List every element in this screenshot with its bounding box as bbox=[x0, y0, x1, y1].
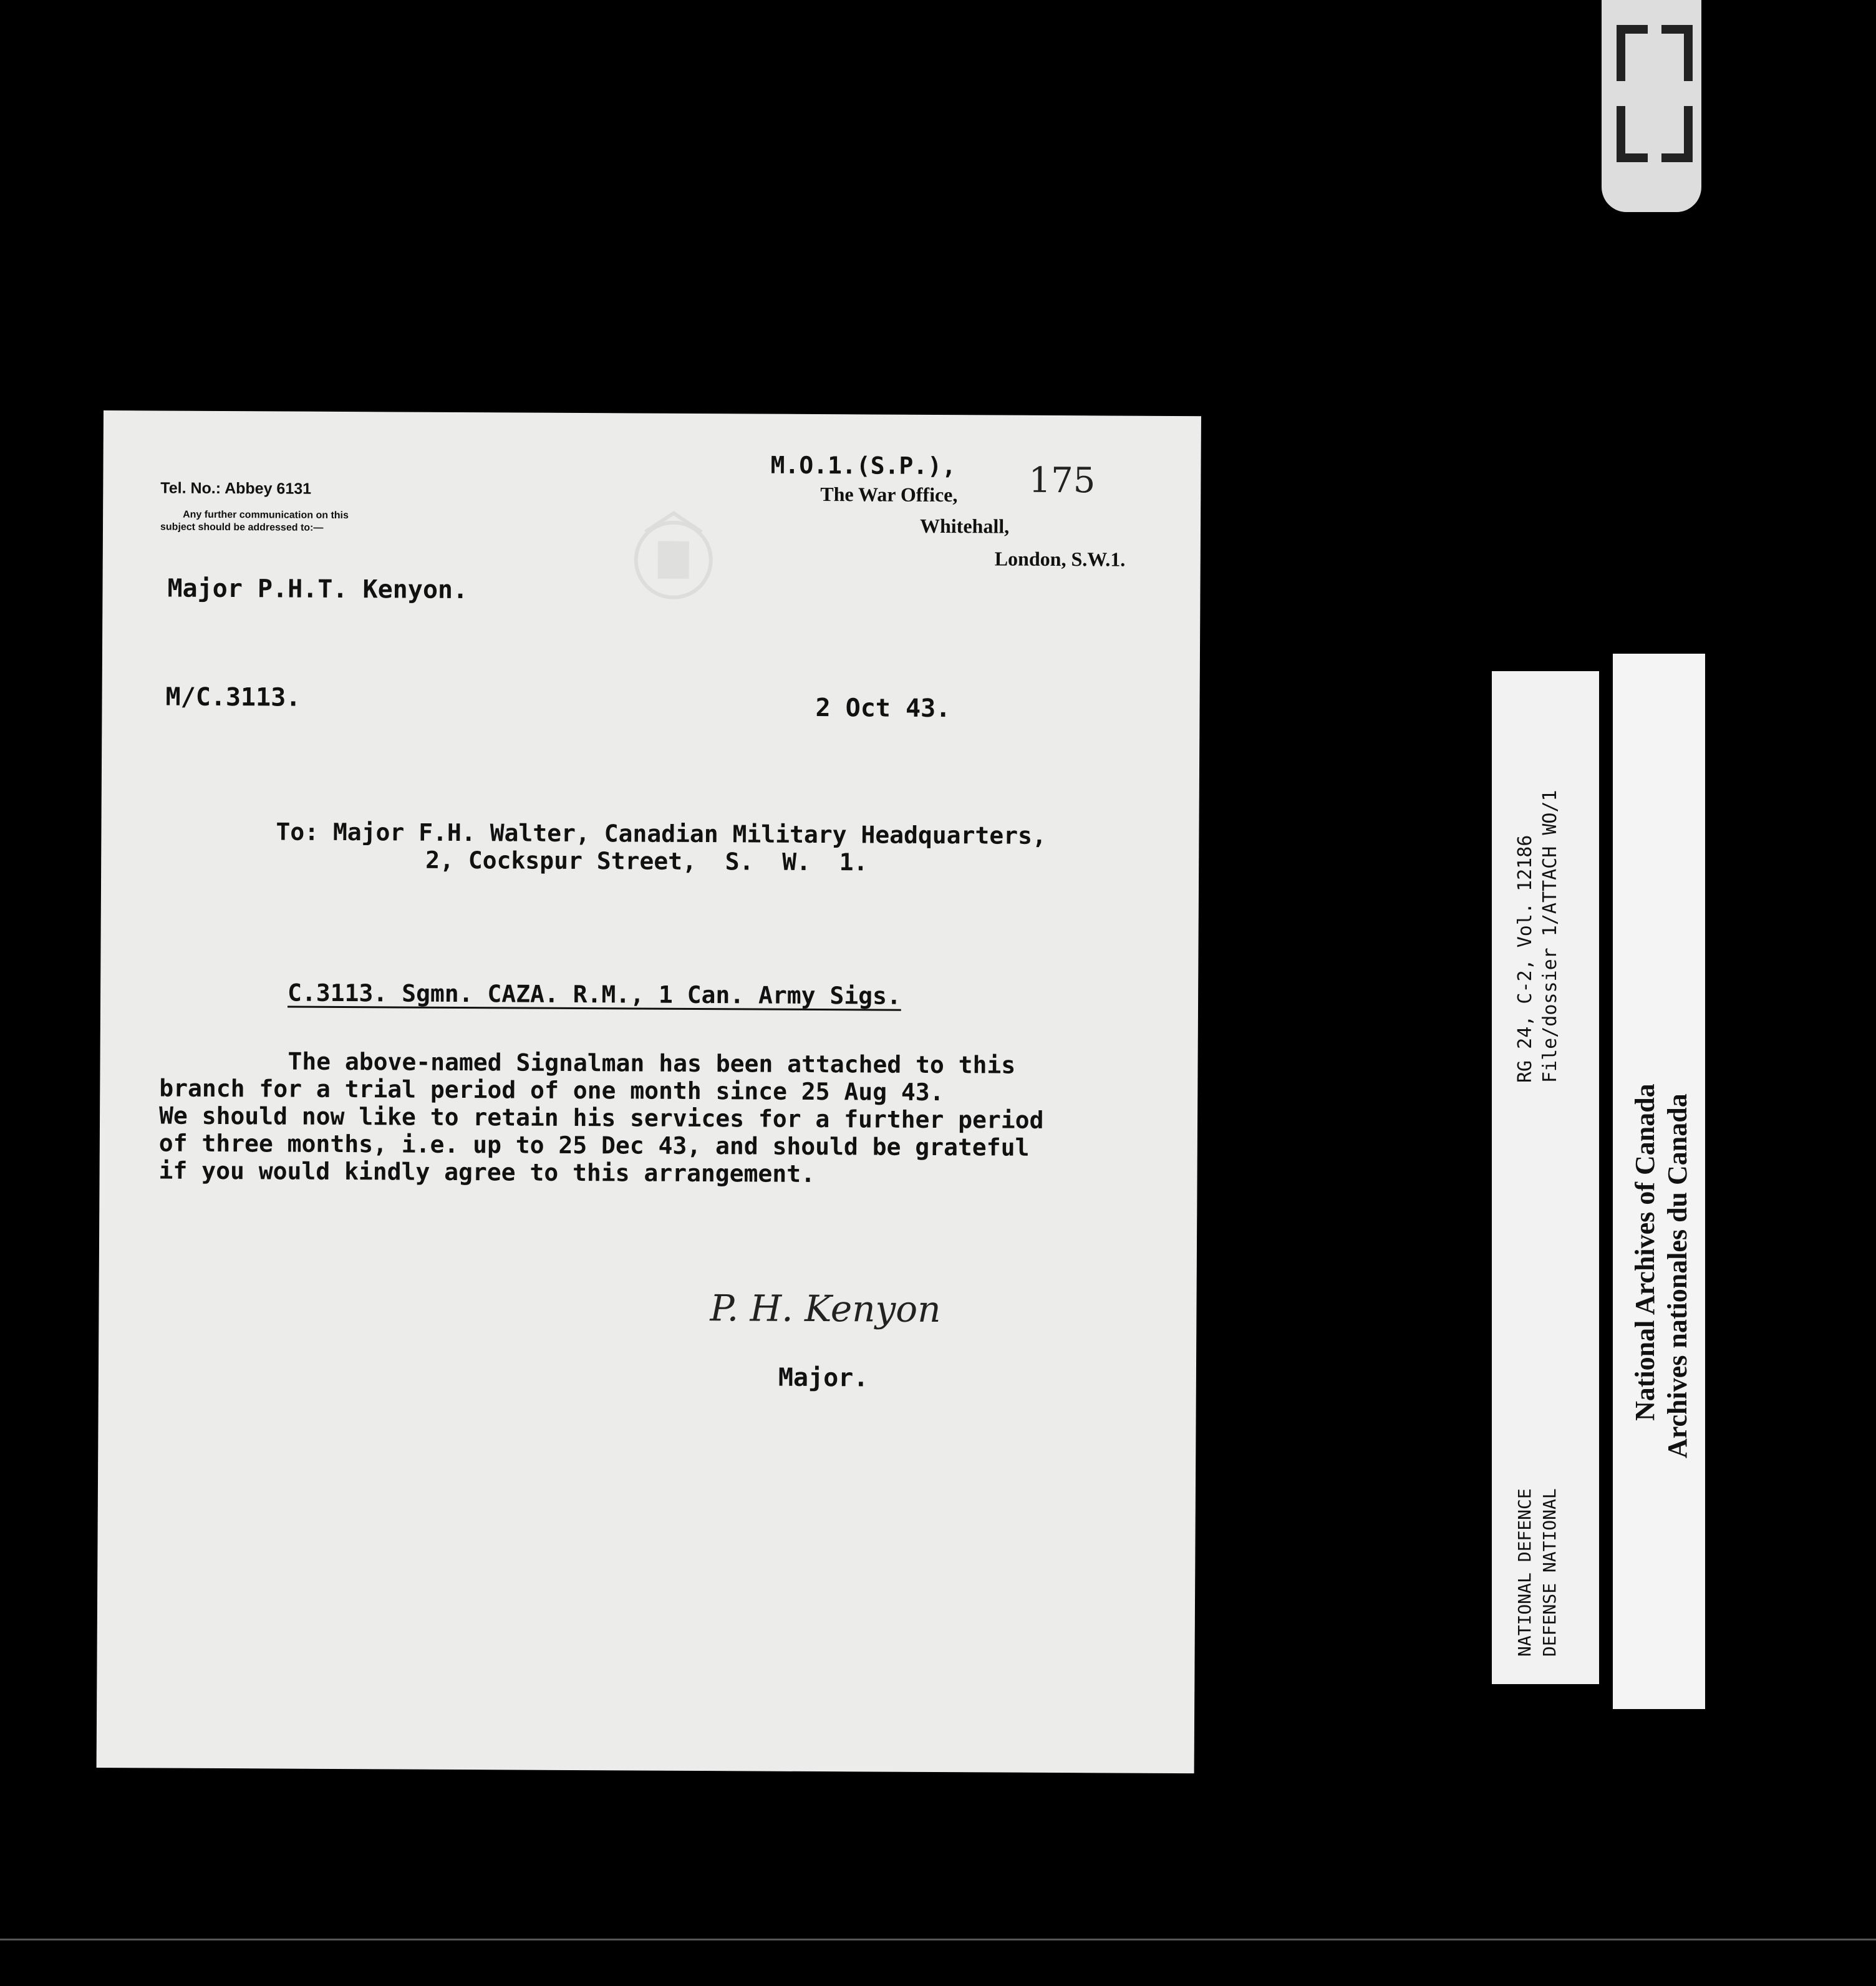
archive-reference-strip bbox=[1492, 671, 1599, 1684]
telephone-number: Tel. No.: Abbey 6131 bbox=[160, 479, 312, 498]
signatory-rank: Major. bbox=[778, 1363, 869, 1393]
archive-reference-line-2: File/dossier 1/ATTACH WO/1 bbox=[1539, 790, 1561, 1083]
body-line: if you would kindly agree to this arrangement. bbox=[158, 1156, 816, 1188]
department-label-fr: DEFENSE NATIONAL bbox=[1539, 1488, 1560, 1657]
office-name: The War Office, bbox=[820, 483, 958, 506]
recipient-line-1: To: Major F.H. Walter, Canadian Military Headquarters, bbox=[276, 818, 1047, 850]
correspondence-note-line-1: Any further communication on this bbox=[183, 509, 349, 521]
office-code: M.O.1.(S.P.), bbox=[770, 451, 957, 480]
body-line: We should now like to retain his services for a further period bbox=[158, 1102, 1044, 1134]
film-frame-marker bbox=[1602, 0, 1701, 212]
correspondence-note-line-2: subject should be addressed to:— bbox=[160, 521, 324, 533]
film-edge-line bbox=[0, 1939, 1876, 1940]
body-line: The above-named Signalman has been attached to this bbox=[159, 1047, 1016, 1079]
office-street: Whitehall, bbox=[919, 514, 1010, 538]
letter-date: 2 Oct 43. bbox=[815, 693, 951, 724]
body-line: branch for a trial period of one month since 25 Aug 43. bbox=[159, 1074, 944, 1107]
letter-page bbox=[97, 410, 1201, 1773]
archive-name-strip bbox=[1613, 654, 1705, 1709]
handwritten-signature: P. H. Kenyon bbox=[710, 1287, 941, 1331]
reference-number: M/C.3113. bbox=[165, 682, 301, 712]
royal-crest-watermark bbox=[626, 506, 720, 613]
recipient-line-2: 2, Cockspur Street, S. W. 1. bbox=[425, 846, 868, 876]
archive-name-en: National Archives of Canada bbox=[1630, 1083, 1660, 1421]
archive-reference-line-1: RG 24, C-2, Vol. 12186 bbox=[1514, 835, 1536, 1083]
office-city: London, S.W.1. bbox=[994, 547, 1126, 571]
department-label-en: NATIONAL DEFENCE bbox=[1514, 1488, 1535, 1657]
subject-line: C.3113. Sgmn. CAZA. R.M., 1 Can. Army Sigs. bbox=[288, 979, 901, 1010]
archive-name-fr: Archives nationales du Canada bbox=[1662, 1093, 1693, 1458]
letter-body bbox=[159, 1047, 1139, 1189]
addressee-officer: Major P.H.T. Kenyon. bbox=[167, 574, 468, 605]
body-line: of three months, i.e. up to 25 Dec 43, and should be grateful bbox=[158, 1129, 1030, 1161]
folio-number: 175 bbox=[1028, 460, 1096, 501]
